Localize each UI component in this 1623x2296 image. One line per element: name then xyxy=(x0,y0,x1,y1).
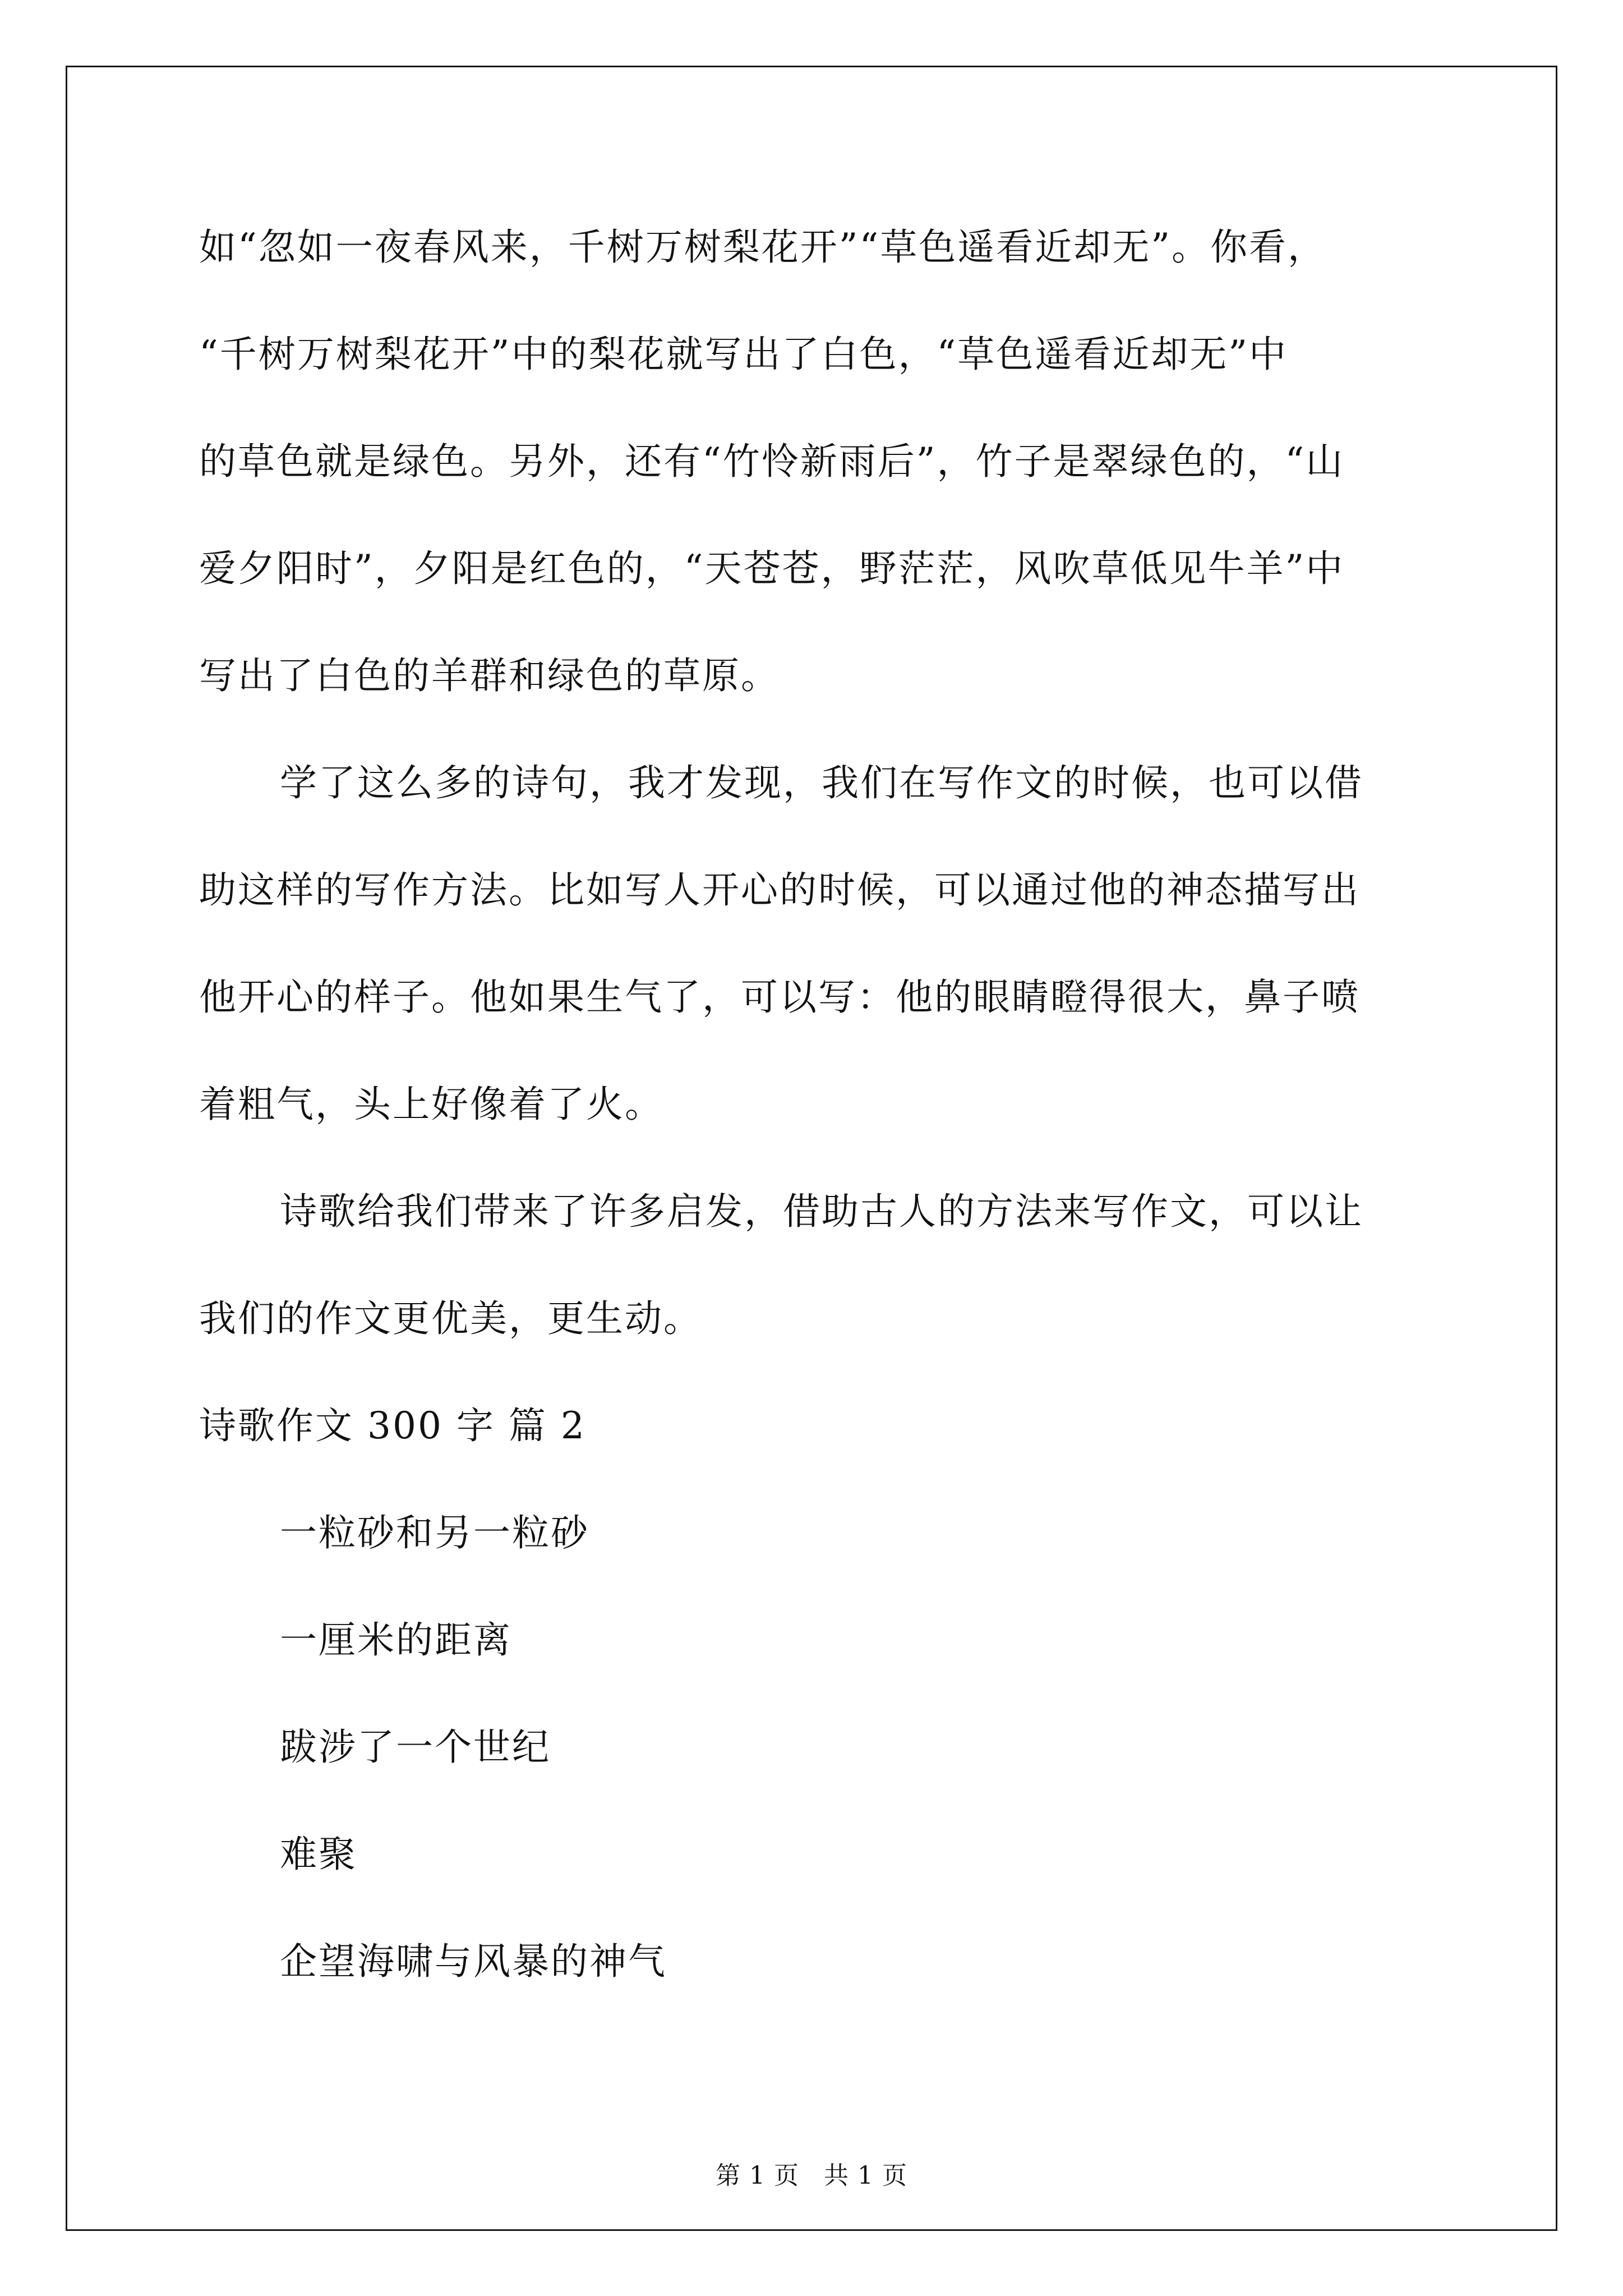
text-line: 诗歌给我们带来了许多启发，借助古人的方法来写作文，可以让 xyxy=(280,1190,1363,1233)
text-line: “千树万树梨花开”中的梨花就写出了白色，“草色遥看近却无”中 xyxy=(199,333,1288,376)
poem-line: 企望海啸与风暴的神气 xyxy=(280,1940,667,1983)
text-line: 写出了白色的羊群和绿色的草原。 xyxy=(199,654,780,697)
paragraph-2 xyxy=(199,729,1433,1158)
paragraph-3 xyxy=(199,1158,1433,1372)
text-line: 他开心的样子。他如果生气了，可以写：他的眼睛瞪得很大，鼻子喷 xyxy=(199,976,1360,1019)
text-line: 学了这么多的诗句，我才发现，我们在写作文的时候，也可以借 xyxy=(280,761,1363,804)
page-number: 第 1 页 xyxy=(716,2161,799,2190)
page-total: 共 1 页 xyxy=(824,2161,907,2190)
paragraph-1 xyxy=(199,194,1433,729)
document-body xyxy=(199,194,1433,2015)
poem-line: 一粒砂和另一粒砂 xyxy=(280,1511,589,1554)
page-footer xyxy=(0,2155,1623,2191)
poem-line: 一厘米的距离 xyxy=(280,1618,512,1662)
poem-line: 跋涉了一个世纪 xyxy=(280,1726,551,1769)
text-line: 着粗气，头上好像着了火。 xyxy=(199,1083,663,1126)
poem-line: 难聚 xyxy=(280,1833,357,1876)
text-line: 我们的作文更优美，更生动。 xyxy=(199,1297,702,1340)
section-heading: 诗歌作文 300 字 篇 2 xyxy=(199,1404,586,1447)
text-line: 的草色就是绿色。另外，还有“竹怜新雨后”，竹子是翠绿色的，“山 xyxy=(199,440,1345,483)
text-line: 爱夕阳时”，夕阳是红色的，“天苍苍，野茫茫，风吹草低见牛羊”中 xyxy=(199,547,1345,590)
text-line: 助这样的写作方法。比如写人开心的时候，可以通过他的神态描写出 xyxy=(199,868,1360,912)
text-line: 如“忽如一夜春风来，千树万树梨花开”“草色遥看近却无”。你看， xyxy=(199,226,1326,269)
